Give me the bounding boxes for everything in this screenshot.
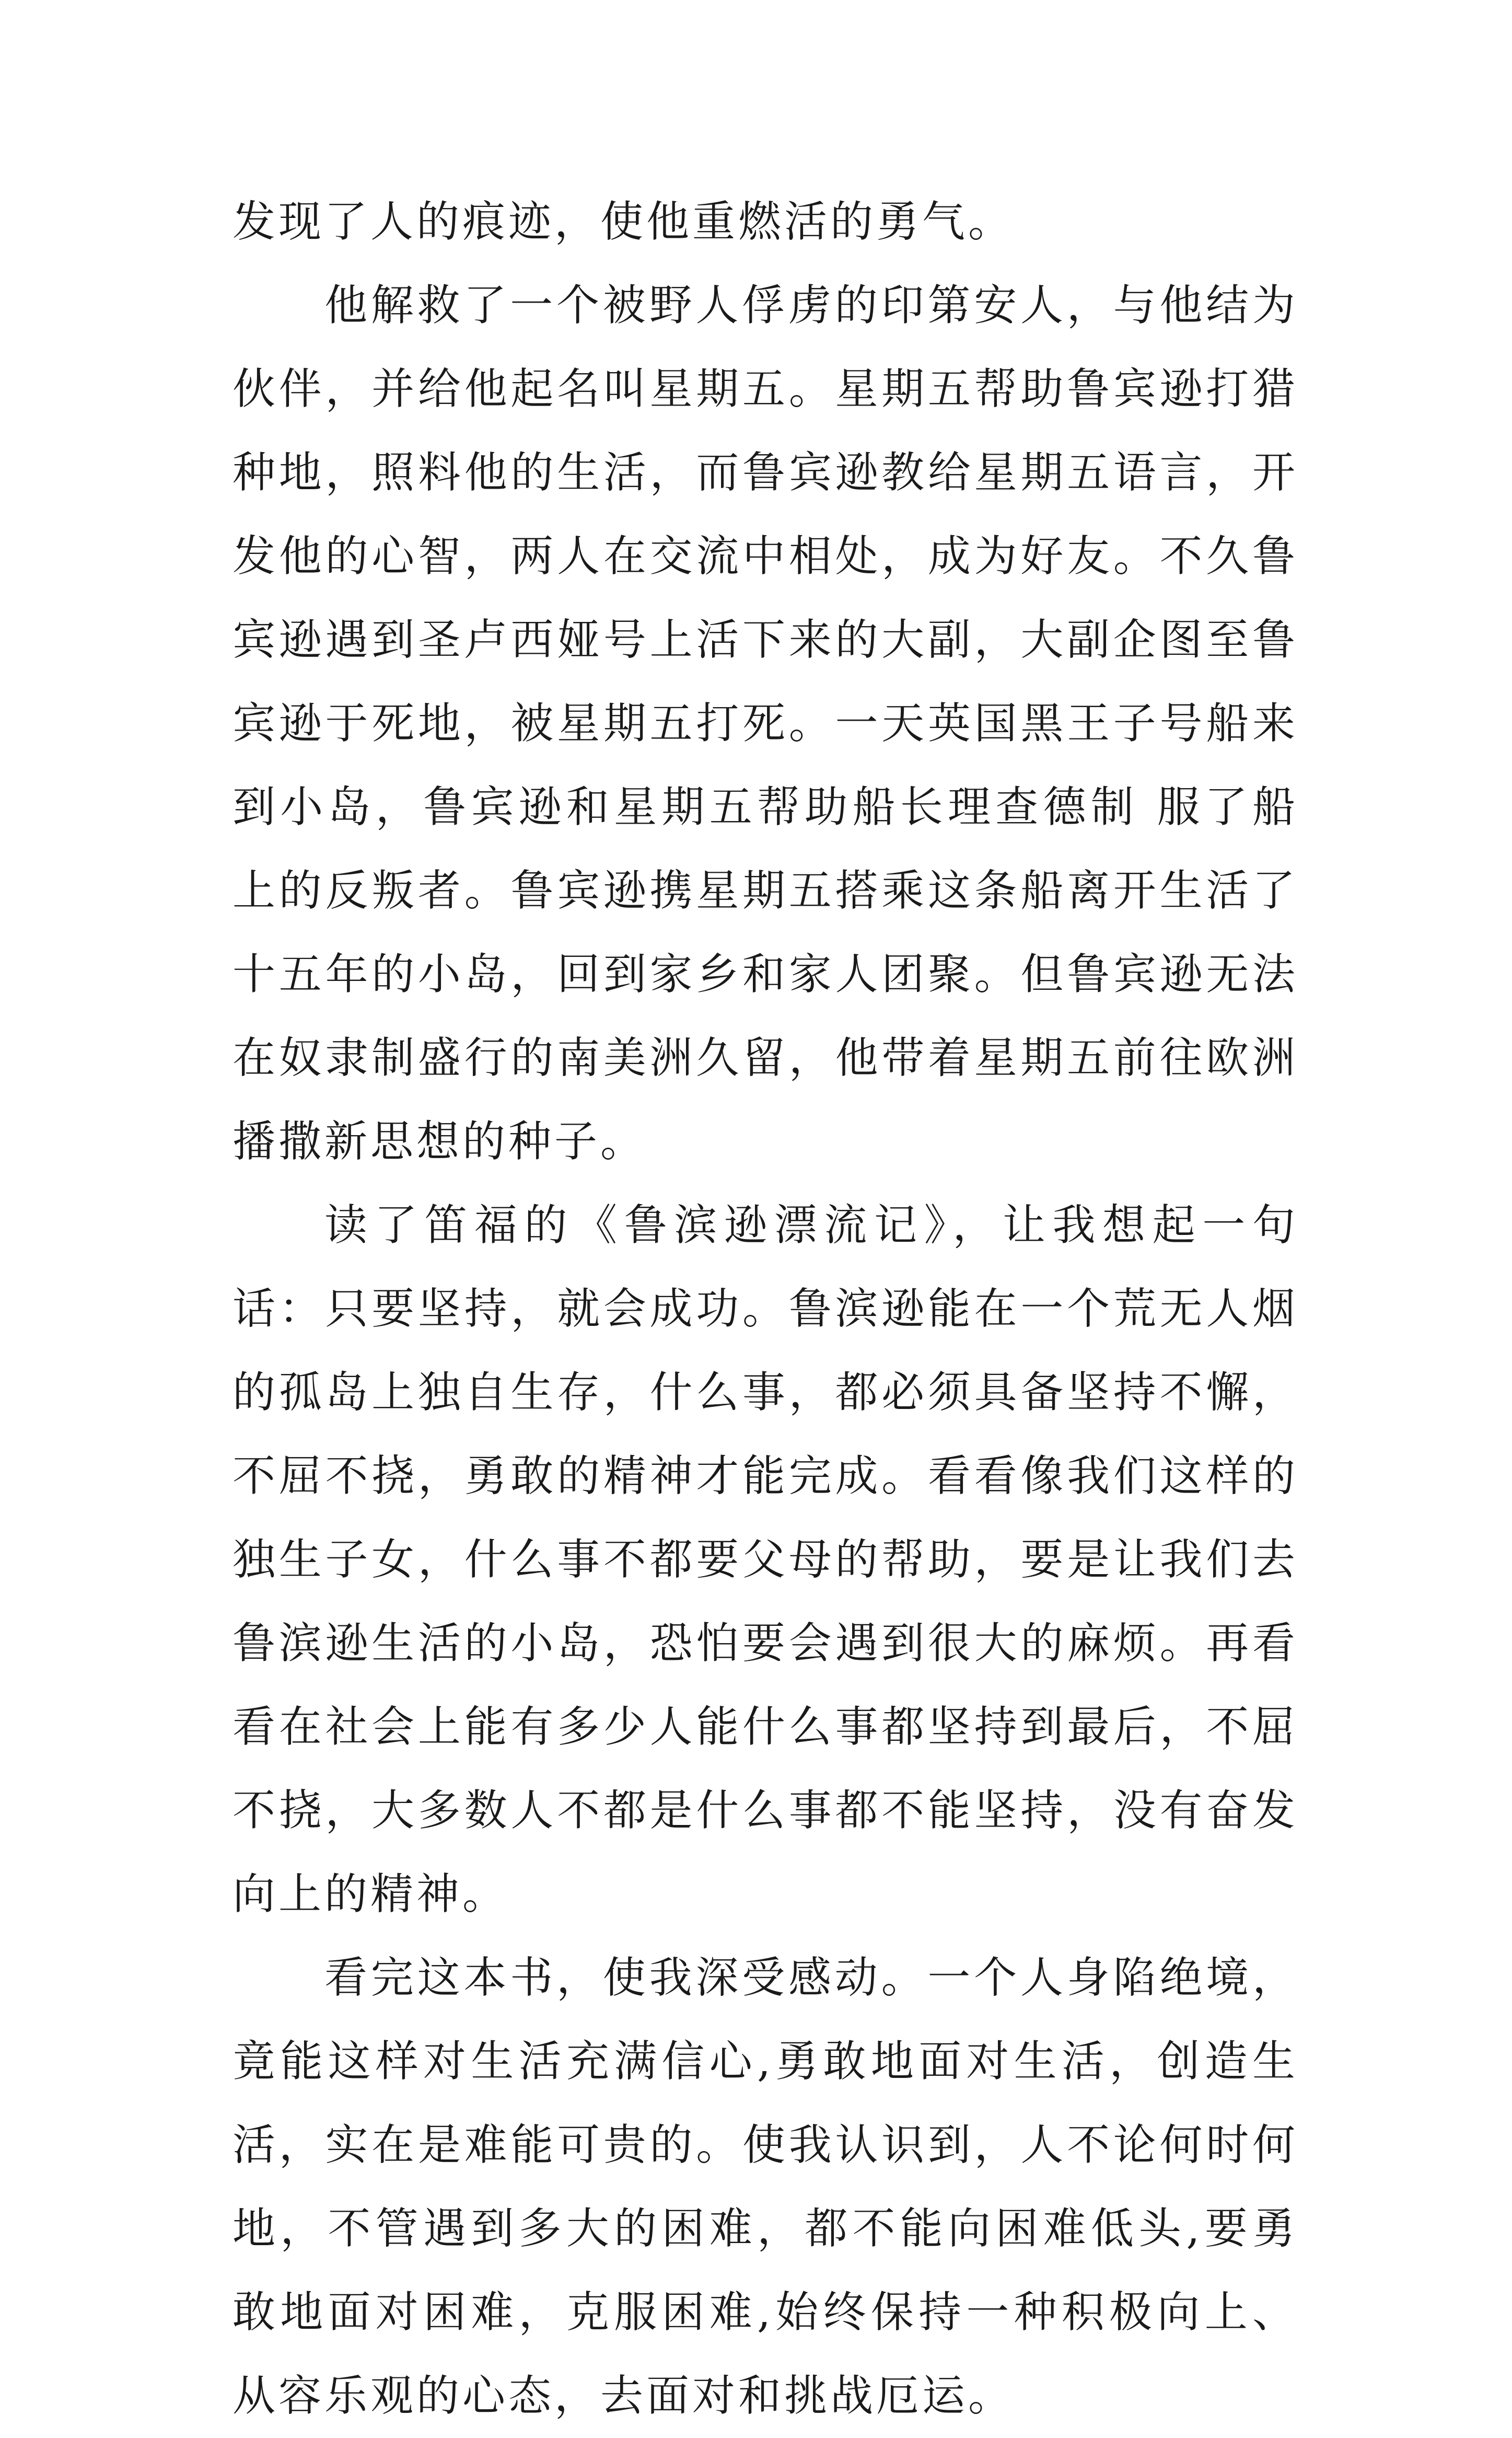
body-text bbox=[232, 180, 1298, 2438]
paragraph-continuation: 发现了人的痕迹，使他重燃活的勇气。 bbox=[232, 197, 1015, 247]
paragraph: 他解救了一个被野人俘虏的印第安人，与他结为伙伴，并给他起名叫星期五。星期五帮助鲁宾逊打猎种地，照料他的生活，而鲁宾逊教给星期五语言，开发他的心智，两人在交流中相处，成为好友。不久鲁宾逊遇到圣卢西娅号上活下来的大副，大副企图至鲁宾逊于死地，被星期五打死。一天英国黑王子号船来到小岛，鲁宾逊和星期五帮助船长理查德制 服了船上的反叛者。鲁宾逊携星期五搭乘这条船离开生活了十五年的小岛，回到家乡和家人团聚。但鲁宾逊无法在奴隶制盛行的南美洲久留，他带着星期五前往欧洲播撒新思想的种子。 bbox=[232, 281, 1298, 1166]
paragraph: 读了笛福的《鲁滨逊漂流记》，让我想起一句话：只要坚持，就会成功。鲁滨逊能在一个荒无人烟的孤岛上独自生存，什么事，都必须具备坚持不懈，不屈不挠，勇敢的精神才能完成。看看像我们这样的独生子女，什么事不都要父母的帮助，要是让我们去鲁滨逊生活的小岛，恐怕要会遇到很大的麻烦。再看看在社会上能有多少人能什么事都坚持到最后，不屈不挠，大多数人不都是什么事都不能坚持，没有奋发向上的精神。 bbox=[232, 1200, 1298, 1919]
paragraph: 看完这本书，使我深受感动。一个人身陷绝境，竟能这样对生活充满信心,勇敢地面对生活，创造生活，实在是难能可贵的。使我认识到，人不论何时何地，不管遇到多大的困难，都不能向困难低头,要勇敢地面对困难，克服困难,始终保持一种积极向上、从容乐观的心态，去面对和挑战厄运。 bbox=[232, 1953, 1298, 2421]
